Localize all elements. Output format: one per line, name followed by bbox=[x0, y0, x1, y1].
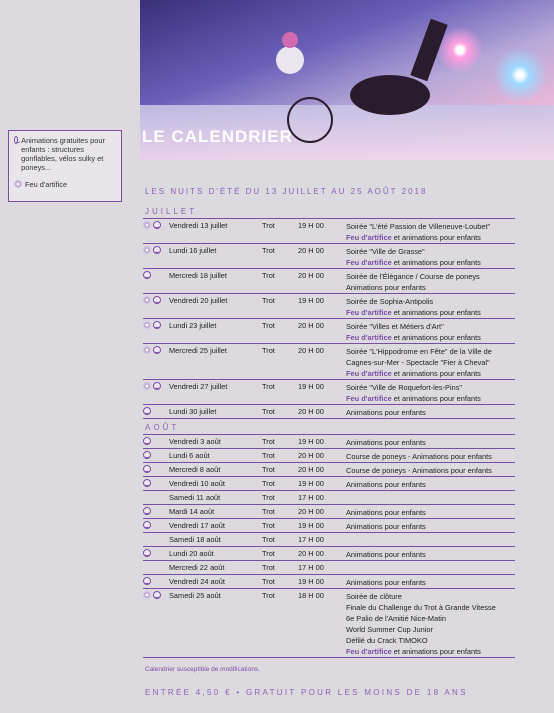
program-feu-line bbox=[346, 393, 515, 404]
row-program bbox=[346, 435, 515, 448]
table-row bbox=[143, 344, 515, 380]
program-line: Soirée "Ville de Grasse" bbox=[346, 247, 425, 256]
program-line: Soirée de l'Élégance / Course de poneys bbox=[346, 272, 480, 281]
row-program bbox=[346, 589, 515, 657]
row-icons bbox=[143, 319, 169, 343]
program-line: Soirée "L'été Passion de Villeneuve-Loubet" bbox=[346, 222, 491, 231]
row-icons bbox=[143, 405, 169, 418]
row-icons bbox=[143, 477, 169, 490]
row-day: Lundi 16 juillet bbox=[169, 246, 217, 255]
feu-label: Feu d'artifice bbox=[346, 333, 392, 342]
row-type: Trot bbox=[262, 479, 275, 488]
row-day: Lundi 30 juillet bbox=[169, 407, 217, 416]
row-day: Vendredi 10 août bbox=[169, 479, 225, 488]
program-line: Animations pour enfants bbox=[346, 550, 426, 559]
row-day: Lundi 20 août bbox=[169, 549, 214, 558]
row-program bbox=[346, 491, 515, 504]
program-line: Animations pour enfants bbox=[346, 522, 426, 531]
row-day: Lundi 23 juillet bbox=[169, 321, 217, 330]
row-hour: 20 H 00 bbox=[298, 549, 324, 558]
row-day: Samedi 18 août bbox=[169, 535, 221, 544]
row-hour: 20 H 00 bbox=[298, 346, 324, 355]
row-program bbox=[346, 244, 515, 268]
row-day: Lundi 6 août bbox=[169, 451, 210, 460]
row-type: Trot bbox=[262, 246, 275, 255]
month-heading-aout: AOÛT bbox=[145, 423, 180, 432]
row-program bbox=[346, 505, 515, 518]
feu-suffix: et animations pour enfants bbox=[391, 369, 481, 378]
smiley-icon bbox=[143, 507, 151, 515]
table-row bbox=[143, 319, 515, 344]
firework-icon bbox=[14, 180, 22, 188]
row-day: Vendredi 20 juillet bbox=[169, 296, 228, 305]
program-line: Soirée "Villes et Métiers d'Art" bbox=[346, 322, 444, 331]
program-line: Animations pour enfants bbox=[346, 578, 426, 587]
program-line: 6e Palio de l'Amitié Nice-Matin bbox=[346, 614, 446, 623]
table-row bbox=[143, 435, 515, 449]
row-icons bbox=[143, 449, 169, 462]
table-row bbox=[143, 547, 515, 561]
program-feu-line bbox=[346, 257, 515, 268]
row-hour: 17 H 00 bbox=[298, 535, 324, 544]
smiley-icon bbox=[153, 246, 161, 254]
row-type: Trot bbox=[262, 493, 275, 502]
row-type: Trot bbox=[262, 437, 275, 446]
smiley-icon bbox=[143, 437, 151, 445]
table-row bbox=[143, 244, 515, 269]
row-type: Trot bbox=[262, 271, 275, 280]
row-hour: 20 H 00 bbox=[298, 451, 324, 460]
row-hour: 20 H 00 bbox=[298, 246, 324, 255]
program-line bbox=[346, 493, 515, 504]
smiley-icon bbox=[14, 136, 18, 144]
table-row bbox=[143, 269, 515, 294]
row-type: Trot bbox=[262, 521, 275, 530]
row-type: Trot bbox=[262, 296, 275, 305]
row-program bbox=[346, 449, 515, 462]
row-hour: 20 H 00 bbox=[298, 507, 324, 516]
row-day: Mercredi 22 août bbox=[169, 563, 225, 572]
row-day: Mercredi 18 juillet bbox=[169, 271, 227, 280]
row-day: Samedi 11 août bbox=[169, 493, 221, 502]
row-icons bbox=[143, 435, 169, 448]
row-program bbox=[346, 547, 515, 560]
row-type: Trot bbox=[262, 549, 275, 558]
smiley-icon bbox=[153, 321, 161, 329]
program-line: Cagnes-sur-Mer - Spectacle "Fier à Cheval" bbox=[346, 358, 490, 367]
row-day: Vendredi 24 août bbox=[169, 577, 225, 586]
program-line: Soirée "Ville de Roquefort-les-Pins" bbox=[346, 383, 463, 392]
row-icons bbox=[143, 589, 169, 657]
row-hour: 17 H 00 bbox=[298, 563, 324, 572]
table-row bbox=[143, 575, 515, 589]
row-hour: 20 H 00 bbox=[298, 321, 324, 330]
smiley-icon bbox=[143, 549, 151, 557]
program-line: Animations pour enfants bbox=[346, 408, 426, 417]
legend-box bbox=[8, 130, 122, 202]
program-line: Animations pour enfants bbox=[346, 508, 426, 517]
program-line: Soirée "L'Hippodrome en Fête" de la Ville de bbox=[346, 347, 492, 356]
firework-icon bbox=[143, 382, 151, 390]
row-hour: 20 H 00 bbox=[298, 465, 324, 474]
row-program bbox=[346, 463, 515, 476]
page-title: LE CALENDRIER bbox=[142, 127, 293, 146]
smiley-icon bbox=[143, 465, 151, 473]
row-hour: 19 H 00 bbox=[298, 382, 324, 391]
firework-icon bbox=[143, 591, 151, 599]
firework-icon bbox=[143, 296, 151, 304]
row-icons bbox=[143, 561, 169, 574]
row-type: Trot bbox=[262, 382, 275, 391]
program-feu-line bbox=[346, 646, 515, 657]
feu-suffix: et animations pour enfants bbox=[391, 333, 481, 342]
feu-suffix: et animations pour enfants bbox=[391, 258, 481, 267]
program-line: Défilé du Crack TIMOKO bbox=[346, 636, 428, 645]
table-row bbox=[143, 519, 515, 533]
row-program bbox=[346, 294, 515, 318]
row-program bbox=[346, 561, 515, 574]
month-heading-juillet: JUILLET bbox=[145, 207, 198, 216]
program-line: Animations pour enfants bbox=[346, 438, 426, 447]
smiley-icon bbox=[153, 382, 161, 390]
row-day: Mercredi 25 juillet bbox=[169, 346, 227, 355]
row-hour: 20 H 00 bbox=[298, 271, 324, 280]
row-hour: 19 H 00 bbox=[298, 221, 324, 230]
table-row bbox=[143, 505, 515, 519]
row-icons bbox=[143, 219, 169, 243]
row-type: Trot bbox=[262, 563, 275, 572]
table-row bbox=[143, 533, 515, 547]
modification-note: Calendrier susceptible de modifications. bbox=[145, 666, 260, 673]
smiley-icon bbox=[143, 577, 151, 585]
row-icons bbox=[143, 505, 169, 518]
program-line: Finale du Challenge du Trot à Grande Vitesse bbox=[346, 603, 496, 612]
table-row bbox=[143, 449, 515, 463]
smiley-icon bbox=[143, 451, 151, 459]
row-day: Vendredi 3 août bbox=[169, 437, 221, 446]
calendar-table-juillet bbox=[143, 218, 515, 419]
table-row bbox=[143, 405, 515, 419]
feu-suffix: et animations pour enfants bbox=[391, 394, 481, 403]
row-hour: 19 H 00 bbox=[298, 296, 324, 305]
table-row bbox=[143, 463, 515, 477]
program-line: Soirée de Sophia-Antipolis bbox=[346, 297, 434, 306]
row-program bbox=[346, 405, 515, 418]
row-day: Samedi 25 août bbox=[169, 591, 221, 600]
legend-animations-label: Animations gratuites pour enfants : structures gonflables, vélos sulky et poneys... bbox=[21, 136, 105, 172]
table-row bbox=[143, 561, 515, 575]
row-icons bbox=[143, 244, 169, 268]
smiley-icon bbox=[143, 479, 151, 487]
legend-row-feu bbox=[14, 180, 116, 189]
row-day: Vendredi 27 juillet bbox=[169, 382, 228, 391]
entry-price-footer: ENTRÉE 4,50 € • GRATUIT POUR LES MOINS DE 18 ANS bbox=[145, 688, 468, 697]
legend-row-animations bbox=[14, 136, 116, 172]
calendar-table-aout bbox=[143, 434, 515, 658]
feu-suffix: et animations pour enfants bbox=[391, 647, 481, 656]
program-line: Soirée de clôture bbox=[346, 592, 402, 601]
row-icons bbox=[143, 294, 169, 318]
row-program bbox=[346, 219, 515, 243]
feu-suffix: et animations pour enfants bbox=[391, 233, 481, 242]
row-hour: 17 H 00 bbox=[298, 493, 324, 502]
row-type: Trot bbox=[262, 507, 275, 516]
row-type: Trot bbox=[262, 451, 275, 460]
feu-label: Feu d'artifice bbox=[346, 369, 392, 378]
program-feu-line bbox=[346, 232, 515, 243]
row-icons bbox=[143, 547, 169, 560]
program-line: Animations pour enfants bbox=[346, 480, 426, 489]
row-hour: 19 H 00 bbox=[298, 479, 324, 488]
row-day: Mardi 14 août bbox=[169, 507, 215, 516]
firework-icon bbox=[143, 221, 151, 229]
program-line: Animations pour enfants bbox=[346, 283, 426, 292]
row-type: Trot bbox=[262, 321, 275, 330]
program-line: Course de poneys - Animations pour enfants bbox=[346, 466, 492, 475]
row-hour: 19 H 00 bbox=[298, 577, 324, 586]
row-day: Vendredi 13 juillet bbox=[169, 221, 228, 230]
table-row bbox=[143, 491, 515, 505]
firework-icon bbox=[143, 346, 151, 354]
feu-label: Feu d'artifice bbox=[346, 647, 392, 656]
page-subtitle: LES NUITS D'ÉTÉ DU 13 JUILLET AU 25 AOÛT 2018 bbox=[145, 187, 428, 196]
program-line bbox=[346, 535, 515, 546]
row-program bbox=[346, 477, 515, 490]
program-line: Course de poneys - Animations pour enfants bbox=[346, 452, 492, 461]
feu-label: Feu d'artifice bbox=[346, 308, 392, 317]
firework-icon bbox=[143, 246, 151, 254]
feu-suffix: et animations pour enfants bbox=[391, 308, 481, 317]
feu-label: Feu d'artifice bbox=[346, 394, 392, 403]
row-program bbox=[346, 533, 515, 546]
row-day: Vendredi 17 août bbox=[169, 521, 225, 530]
row-icons bbox=[143, 380, 169, 404]
table-row bbox=[143, 477, 515, 491]
row-program bbox=[346, 319, 515, 343]
row-type: Trot bbox=[262, 577, 275, 586]
row-type: Trot bbox=[262, 535, 275, 544]
row-program bbox=[346, 380, 515, 404]
row-program bbox=[346, 519, 515, 532]
program-feu-line bbox=[346, 332, 515, 343]
smiley-icon bbox=[143, 407, 151, 415]
row-program bbox=[346, 269, 515, 293]
feu-label: Feu d'artifice bbox=[346, 258, 392, 267]
row-type: Trot bbox=[262, 591, 275, 600]
row-icons bbox=[143, 491, 169, 504]
row-icons bbox=[143, 269, 169, 293]
legend-feu-label: Feu d'artifice bbox=[25, 180, 68, 189]
smiley-icon bbox=[153, 296, 161, 304]
firework-icon bbox=[143, 321, 151, 329]
row-program bbox=[346, 575, 515, 588]
row-type: Trot bbox=[262, 346, 275, 355]
table-row bbox=[143, 294, 515, 319]
row-icons bbox=[143, 463, 169, 476]
program-line bbox=[346, 563, 515, 574]
row-icons bbox=[143, 519, 169, 532]
table-row bbox=[143, 219, 515, 244]
row-type: Trot bbox=[262, 407, 275, 416]
row-type: Trot bbox=[262, 465, 275, 474]
row-day: Mercredi 8 août bbox=[169, 465, 221, 474]
feu-label: Feu d'artifice bbox=[346, 233, 392, 242]
row-hour: 20 H 00 bbox=[298, 407, 324, 416]
smiley-icon bbox=[143, 271, 151, 279]
row-icons bbox=[143, 533, 169, 546]
row-icons bbox=[143, 575, 169, 588]
table-row bbox=[143, 380, 515, 405]
row-hour: 18 H 00 bbox=[298, 591, 324, 600]
program-feu-line bbox=[346, 307, 515, 318]
smiley-icon bbox=[153, 346, 161, 354]
row-icons bbox=[143, 344, 169, 379]
row-hour: 19 H 00 bbox=[298, 521, 324, 530]
program-line: World Summer Cup Junior bbox=[346, 625, 433, 634]
row-type: Trot bbox=[262, 221, 275, 230]
row-program bbox=[346, 344, 515, 379]
program-feu-line bbox=[346, 368, 515, 379]
table-row bbox=[143, 589, 515, 658]
smiley-icon bbox=[153, 221, 161, 229]
row-hour: 19 H 00 bbox=[298, 437, 324, 446]
smiley-icon bbox=[153, 591, 161, 599]
smiley-icon bbox=[143, 521, 151, 529]
